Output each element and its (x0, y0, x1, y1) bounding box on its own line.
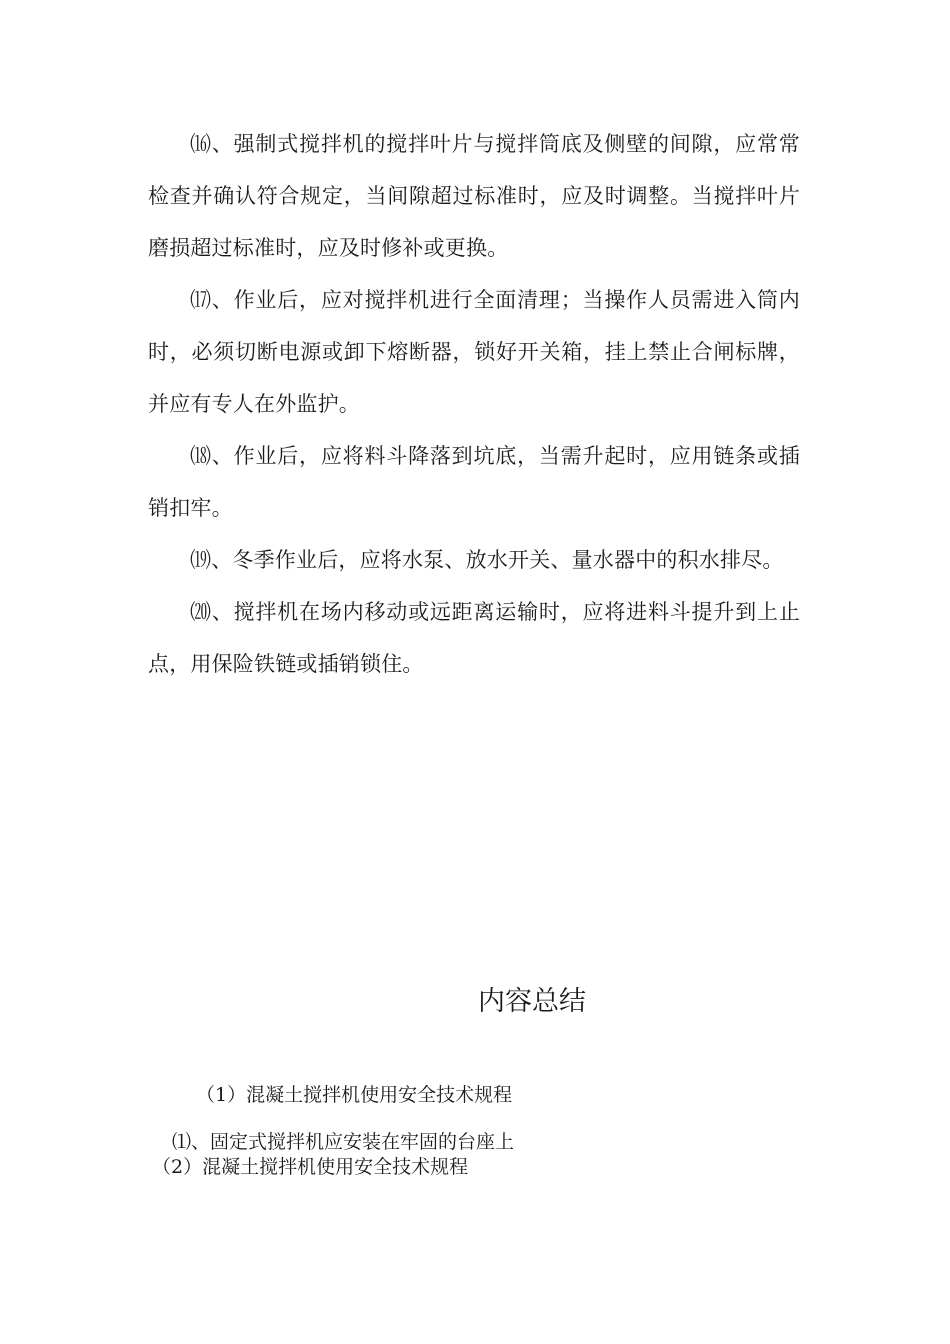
paragraph-20: ⒇、搅拌机在场内移动或远距离运输时，应将进料斗提升到上止点，用保险铁链或插销锁住。 (148, 600, 800, 676)
paragraph-17: ⒄、作业后，应对搅拌机进行全面清理；当操作人员需进入筒内时，必须切断电源或卸下熔断器，锁好开关箱，挂上禁止合闸标牌，并应有专人在外监护。 (148, 288, 800, 416)
paragraph-16: ⒃、强制式搅拌机的搅拌叶片与搅拌筒底及侧壁的间隙，应常常检查并确认符合规定，当间隙超过标准时，应及时调整。当搅拌叶片磨损超过标准时，应及时修补或更换。 (148, 132, 800, 260)
summary-line-2: ⑴、固定式搅拌机应安装在牢固的台座上 (172, 1131, 515, 1153)
paragraph-19: ⒆、冬季作业后，应将水泵、放水开关、量水器中的积水排尽。 (190, 548, 784, 572)
summary-title: 内容总结 (478, 986, 586, 1017)
body-text (148, 118, 800, 690)
summary-line-1: （1）混凝土搅拌机使用安全技术规程 (196, 1084, 513, 1106)
paragraph-18: ⒅、作业后，应将料斗降落到坑底，当需升起时，应用链条或插销扣牢。 (148, 444, 800, 520)
summary-line-3: （2）混凝土搅拌机使用安全技术规程 (152, 1156, 469, 1178)
